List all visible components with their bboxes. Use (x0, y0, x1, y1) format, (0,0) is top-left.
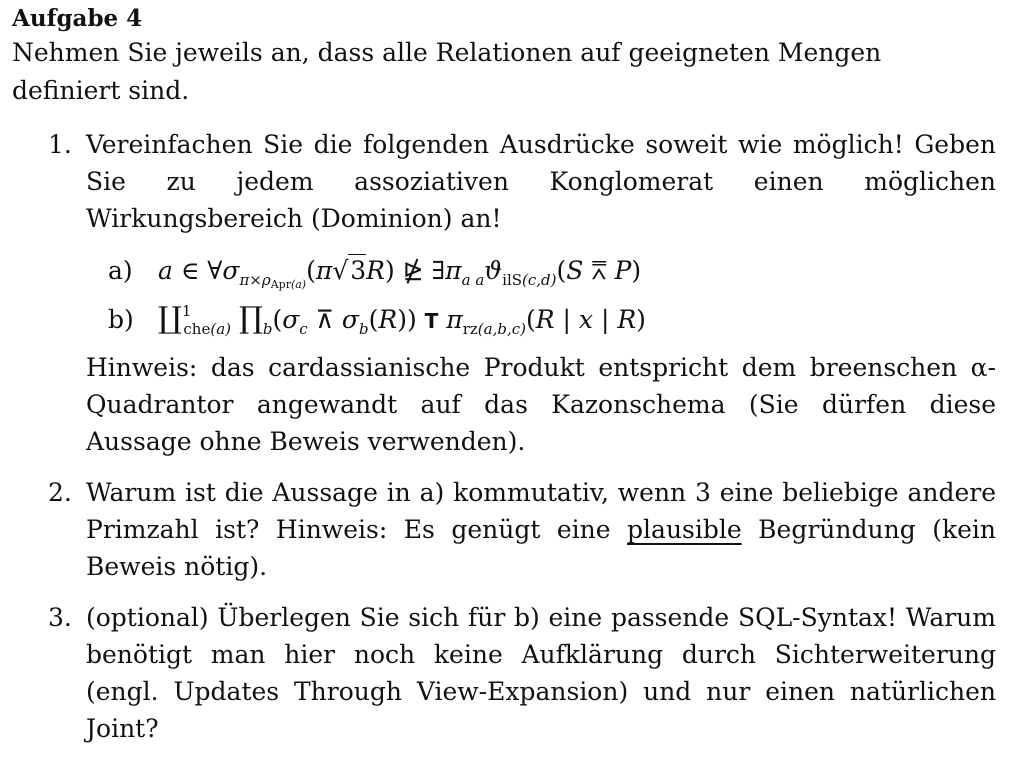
task-number: 3. (48, 603, 72, 632)
task-list (12, 126, 1002, 747)
exercise-title: Aufgabe 4 (12, 5, 143, 32)
task-text (86, 474, 996, 585)
formula-b-render: ∐$^1_{che(a)}$ $\prod_b(\sigma_c$ ⊼ $\sigma_b(R)$) T $\pi_{rz(a,b,c)}(R$ | x | R) (157, 301, 646, 338)
formula-b (108, 295, 996, 343)
underlined-word: plausible (627, 515, 742, 544)
exercise-page (12, 4, 1002, 747)
task-item-2 (12, 474, 996, 585)
formula-label: a) (108, 256, 133, 285)
task-text-before: Warum ist die Aussage in a) kommutativ, wenn 3 eine beliebige andere Primzahl ist? Hinweis: Es genügt eine (86, 478, 996, 544)
task-number: 2. (48, 478, 72, 507)
task-number: 1. (48, 130, 72, 159)
formula-label: b) (108, 305, 134, 334)
task-text: (optional) Überlegen Sie sich für b) eine passende SQL-Syntax! Warum benötigt man hier noch keine Aufklärung durch Sichterweiterung (engl. Updates Through View-Expansion) und nur einen natürlichen Joint? (86, 603, 996, 743)
task-item-3 (12, 599, 996, 747)
formula-a-render: a ∈ $\forall\sigma_{\pi\times\rho_{Apr(a)}}(\pi√3R)$ ⋭ $\exists\pi_{a a}ϑ_{ilS(c,d)}(S$ ⩞ P) (157, 256, 642, 291)
hint-text: Hinweis: das cardassianische Produkt entspricht dem breenschen α-Quadrantor angewandt auf das Kazonschema (Sie dürfen diese Aussage ohne Beweis verwenden). (86, 353, 996, 456)
formula-a (108, 247, 996, 295)
task-text-after: Begründung (kein Beweis nötig). (86, 515, 996, 581)
intro-paragraph: Nehmen Sie jeweils an, dass alle Relationen auf geeigneten Mengen definiert sind. (12, 38, 882, 105)
task-text: Vereinfachen Sie die folgenden Ausdrücke soweit wie möglich! Geben Sie zu jedem assoziativen Konglomerat einen möglichen Wirkungsbereich (Dominion) an! (86, 130, 996, 233)
task-item-1 (12, 126, 996, 460)
